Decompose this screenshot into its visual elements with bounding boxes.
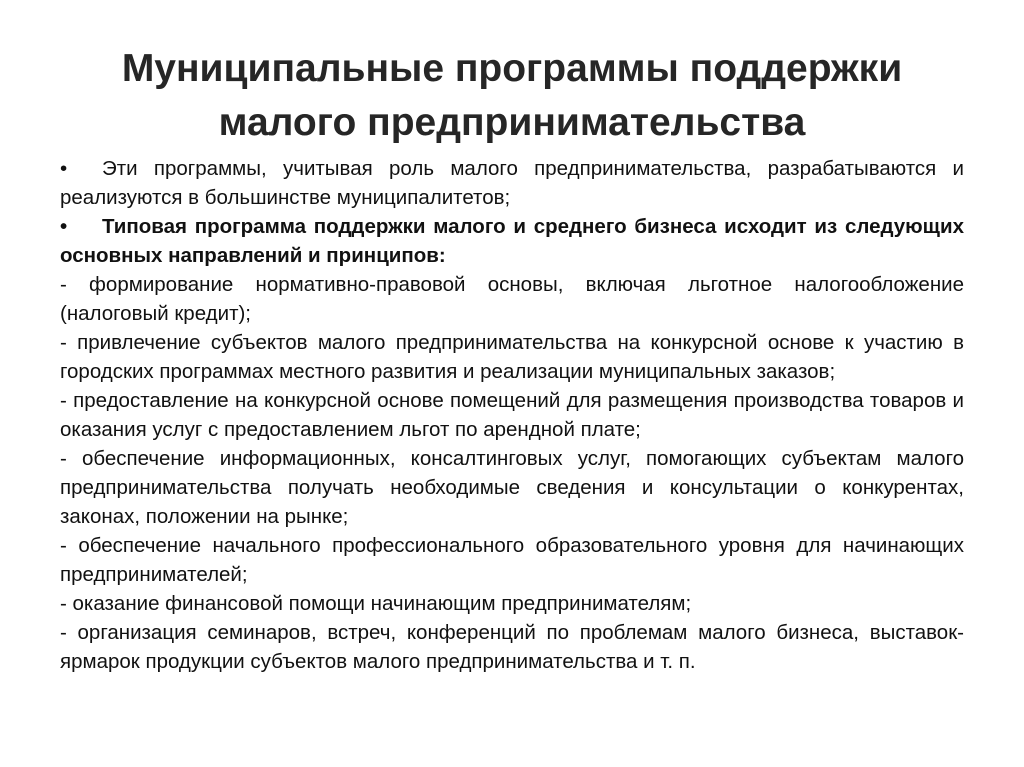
bullet-marker: • <box>60 215 68 238</box>
list-item-3: - предоставление на конкурсной основе помещений для размещения производства товаров и оказания услуг с предоставлением льгот по арендной плате; <box>60 389 964 441</box>
list-item-5: - обеспечение начального профессионального образовательного уровня для начинающих предпринимателей; <box>60 534 964 586</box>
list-item-2: - привлечение субъектов малого предпринимательства на конкурсной основе к участию в городских программах местного развития и реализации муниципальных заказов; <box>60 331 964 383</box>
slide-title-line-1: Муниципальные программы поддержки <box>121 47 903 90</box>
bullet-text-1: Эти программы, учитывая роль малого предпринимательства, разрабатываются и реализуются в большинстве муниципалитетов; <box>60 157 964 209</box>
list-item-6: - оказание финансовой помощи начинающим предпринимателям; <box>60 592 692 615</box>
bullet-text-2: Типовая программа поддержки малого и среднего бизнеса исходит из следующих основных направлений и принципов: <box>60 215 964 267</box>
list-item-4: - обеспечение информационных, консалтинговых услуг, помогающих субъектам малого предпринимательства получать необходимые сведения и консультации о конкурентах, законах, положении на рынке; <box>60 447 964 528</box>
slide-title <box>60 42 964 150</box>
slide-body <box>60 154 964 676</box>
bullet-paragraph-2 <box>60 212 964 270</box>
slide-title-line-2: малого предпринимательства <box>218 101 806 144</box>
bullet-paragraph-1 <box>60 154 964 212</box>
list-item-1: - формирование нормативно-правовой основы, включая льготное налогообложение (налоговый кредит); <box>60 273 964 325</box>
list-item-7: - организация семинаров, встреч, конференций по проблемам малого бизнеса, выставок-ярмарок продукции субъектов малого предпринимательства и т. п. <box>60 621 964 673</box>
bullet-marker: • <box>60 157 68 180</box>
